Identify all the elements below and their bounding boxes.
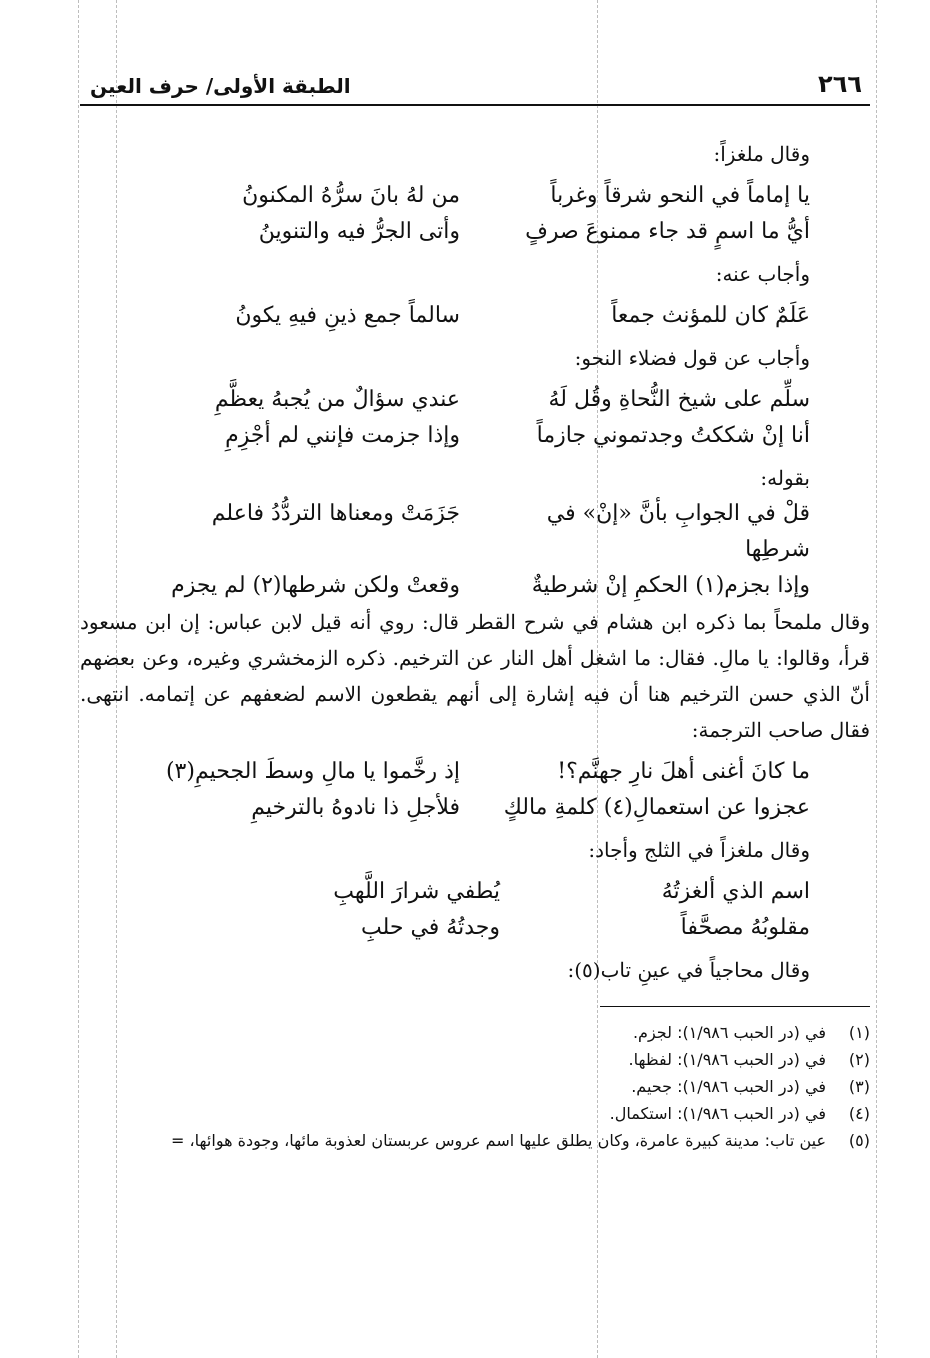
verse-line	[80, 874, 870, 910]
intro-line: وأجاب عن قول فضلاء النحو:	[574, 346, 810, 370]
intro-line: وقال ملغزاً في الثلج وأجاد:	[588, 838, 810, 862]
footnote-item	[80, 1073, 870, 1100]
intro-line: وقال ملغزاً:	[713, 142, 810, 166]
verse-line	[80, 418, 870, 454]
verse-second-hemistich: جَزَمَتْ ومعناها التردُّدُ فاعلم	[211, 501, 460, 526]
verse-second-hemistich: وأتى الجرُّ فيه والتنوينُ	[258, 219, 460, 244]
verse-first-hemistich: أيُّ ما اسمٍ قد جاء ممنوعَ صرفٍ	[525, 219, 810, 244]
verse-line	[80, 214, 870, 250]
verse-second-hemistich: عندي سؤالٌ من يُجبهُ يعظَّمِ	[214, 387, 460, 412]
verse-first-hemistich: سلِّم على شيخ النُّحاةِ وقُل لَهُ	[548, 387, 810, 412]
verse-first-hemistich: قلْ في الجوابِ بأنَّ «إنْ» في شرطِها	[546, 501, 810, 562]
footnote-item	[80, 1019, 870, 1046]
verse-second-hemistich: من لهُ بانَ سرُّهُ المكنونُ	[242, 183, 460, 208]
verse-second-hemistich: يُطفي شرارَ اللَّهبِ	[333, 879, 500, 904]
verse-line	[80, 790, 870, 826]
footnote-item	[80, 1046, 870, 1073]
verse-line	[80, 496, 870, 568]
verse-first-hemistich: مقلوبُهُ مصحَّفاً	[680, 915, 810, 940]
page-number: ٢٦٦	[818, 70, 862, 98]
footnote-text: عين تاب: مدينة كبيرة عامرة، وكان يطلق عليها اسم عروس عربستان لعذوبة مائها، وجودة هوائها، =	[171, 1131, 826, 1150]
footnote-number: (٤)	[848, 1104, 870, 1123]
verse-second-hemistich: سالماً جمع ذينِ فيهِ يكونُ	[235, 303, 460, 328]
footnote-text: في (در الحبب ١/٩٨٦): لفظها.	[628, 1050, 826, 1069]
verse-line	[80, 754, 870, 790]
verse-line	[80, 298, 870, 334]
verse-second-hemistich: وقعتْ ولكن شرطها(٢) لم يجزم	[171, 573, 460, 598]
verse-second-hemistich: وجدتُهُ في حلبِ	[360, 915, 500, 940]
verse-first-hemistich: يا إماماً في النحو شرقاً وغرباً	[550, 183, 810, 208]
footnote-item	[80, 1100, 870, 1127]
footnotes	[80, 1019, 870, 1154]
footnote-number: (٣)	[848, 1077, 870, 1096]
verse-line	[80, 910, 870, 946]
running-title: الطبقة الأولى/ حرف العين	[90, 74, 351, 98]
intro-line: بقوله:	[760, 466, 810, 490]
footnote-number: (٥)	[848, 1131, 870, 1150]
verse-second-hemistich: فلأجلِ ذا نادوهُ بالترخيمِ	[251, 795, 460, 820]
verse-first-hemistich: عَلَمٌ كان للمؤنث جمعاً	[611, 303, 810, 328]
footnote-separator	[80, 988, 870, 1019]
verse-first-hemistich: اسم الذي ألغزتُهُ	[661, 879, 810, 904]
footnote-text: في (در الحبب ١/٩٨٦): لجزم.	[632, 1023, 826, 1042]
verse-second-hemistich: إذ رخَّموا يا مالِ وسطَ الجحيمِ(٣)	[165, 759, 460, 784]
book-page	[80, 60, 870, 1154]
guide-line	[876, 0, 877, 1358]
intro-line: وقال محاجياً في عينِ تاب(٥):	[567, 958, 810, 982]
verse-first-hemistich: ما كانَ أغنى أهلَ نارِ جهنَّم؟!	[557, 759, 810, 784]
verse-second-hemistich: وإذا جزمت فإنني لم أجْزِمِ	[225, 423, 460, 448]
intro-line: وأجاب عنه:	[715, 262, 810, 286]
page-header	[80, 60, 870, 106]
footnote-number: (١)	[848, 1023, 870, 1042]
footnote-text: في (در الحبب ١/٩٨٦): استكمال.	[609, 1104, 826, 1123]
verse-first-hemistich: وإذا بجزم(١) الحكمِ إنْ شرطيةٌ	[531, 573, 810, 598]
guide-line	[78, 0, 79, 1358]
prose-paragraph: وقال ملمحاً بما ذكره ابن هشام في شرح القطر قال: روي أنه قيل لابن عباس: إن ابن مسعود قرأ، وقالوا: يا مالِ. فقال: ما اشغل أهل النار عن الترخيم. ذكره الزمخشري وغيره، وعن بعضهم أنّ الذي حسن الترخيم هنا أن فيه إشارة إلى أنهم يقطعون الاسم لضعفهم عن إتمامه. انتهى. فقال صاحب الترجمة:	[80, 610, 870, 742]
verse-line	[80, 382, 870, 418]
footnote-number: (٢)	[848, 1050, 870, 1069]
verse-line	[80, 568, 870, 604]
footnote-text: في (در الحبب ١/٩٨٦): جحيم.	[631, 1077, 826, 1096]
verse-first-hemistich: أنا إنْ شككتُ وجدتموني جازماً	[536, 423, 810, 448]
verse-first-hemistich: عجزوا عن استعمالِ(٤) كلمةِ مالكٍ	[503, 795, 810, 820]
verse-line	[80, 178, 870, 214]
footnote-item	[80, 1127, 870, 1154]
